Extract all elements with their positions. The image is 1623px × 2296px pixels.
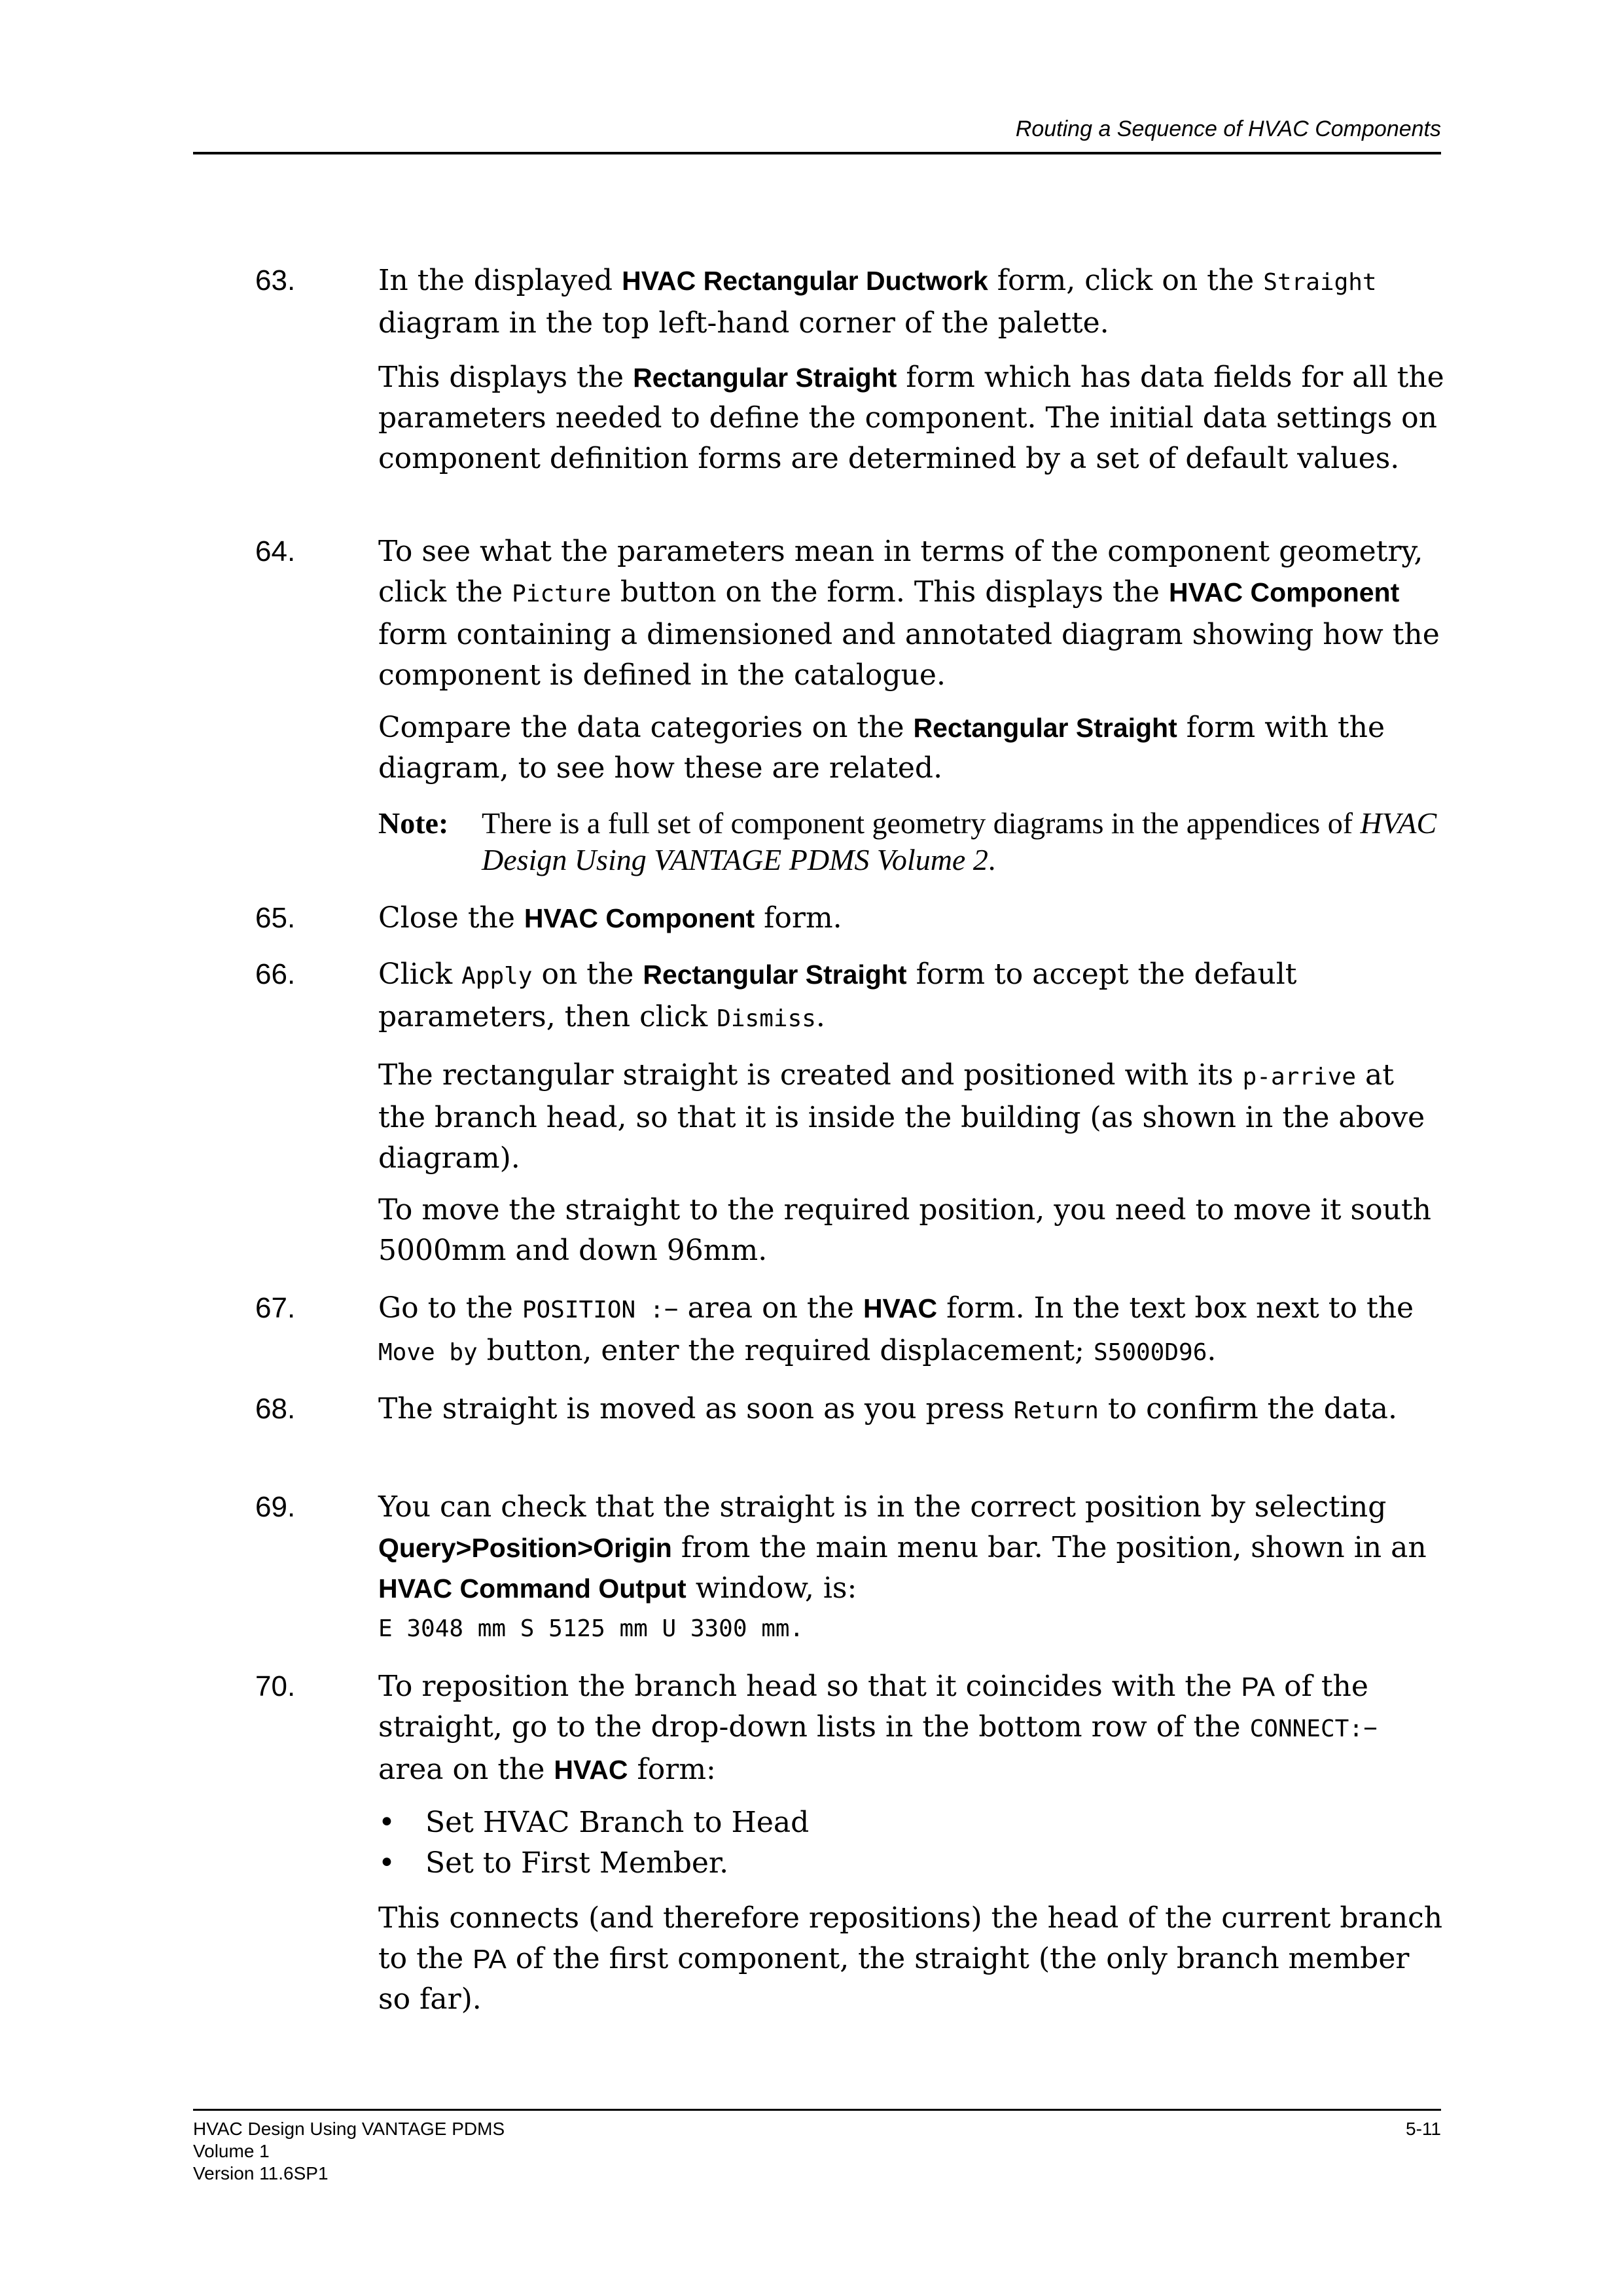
ui-form-name: Rectangular Straight: [913, 713, 1177, 743]
code-term: p-arrive: [1242, 1064, 1356, 1090]
list-item: • Set to First Member.: [378, 1843, 1445, 1884]
pa-label: PA: [1241, 1672, 1275, 1702]
bullet-icon: •: [378, 1846, 395, 1880]
note-text: There is a full set of component geometry diagrams in the appendices of HVAC Design Using VANTAGE PDMS Volume 2.: [482, 806, 1437, 876]
step-text: To reposition the branch head so that it coincides with the PA of the straight, go to the drop-down lists in the bottom row of the CONNECT:– area on the HVAC form:: [378, 1670, 1378, 1786]
step-number: 64.: [255, 535, 296, 567]
step-number: 65.: [255, 902, 296, 934]
step-66-paragraph-2: To move the straight to the required position, you need to move it south 5000mm and down 96mm.: [378, 1193, 1431, 1267]
page-number: 5-11: [1406, 2119, 1441, 2139]
note-label: Note:: [378, 806, 449, 840]
ui-form-name: HVAC: [863, 1293, 938, 1323]
step-text: Click Apply on the Rectangular Straight form to accept the default parameters, then click Dismiss.: [378, 958, 1297, 1033]
bullet-icon: •: [378, 1806, 395, 1839]
position-output: E 3048 mm S 5125 mm U 3300 mm.: [378, 1615, 804, 1642]
step-text: Close the HVAC Component form.: [378, 901, 842, 935]
code-term: Straight: [1263, 269, 1377, 296]
code-term: Dismiss: [717, 1005, 816, 1032]
step-66-paragraph: The rectangular straight is created and positioned with its p-arrive at the branch head, so that it is inside the building (as shown in the above diagram).: [378, 1058, 1425, 1175]
ui-menu-path: Query>Position>Origin: [378, 1533, 672, 1563]
step-number: 67.: [255, 1292, 296, 1324]
code-term: S5000D96: [1093, 1339, 1207, 1366]
step-number: 63.: [255, 264, 296, 296]
step-64-paragraph: Compare the data categories on the Rectangular Straight form with the diagram, to see how these are related.: [378, 711, 1385, 785]
step-number: 69.: [255, 1491, 296, 1523]
ui-form-name: HVAC Command Output: [378, 1573, 687, 1604]
ui-form-name: HVAC: [554, 1755, 628, 1785]
step-text: You can check that the straight is in the correct position by selecting Query>Position>Origin from the main menu bar. The position, shown in an HVAC Command Output window, is:: [378, 1490, 1427, 1605]
footer-volume: Volume 1: [193, 2141, 270, 2161]
step-70-paragraph: This connects (and therefore repositions) the head of the current branch to the PA of the first component, the straight (the only branch member so far).: [378, 1901, 1443, 2016]
code-term: Return: [1013, 1397, 1099, 1424]
code-term: Move by: [378, 1339, 478, 1366]
code-term: CONNECT:: [1249, 1715, 1363, 1742]
book-title: HVAC Design Using VANTAGE PDMS Volume 2: [482, 806, 1437, 876]
pa-label: PA: [473, 1944, 507, 1974]
step-63-paragraph: This displays the Rectangular Straight form which has data fields for all the parameters needed to define the component. The initial data settings on component definition forms are determined by a set of default values.: [378, 361, 1444, 475]
list-item: • Set HVAC Branch to Head: [378, 1803, 1445, 1843]
step-number: 68.: [255, 1393, 296, 1425]
step-text: In the displayed HVAC Rectangular Ductwork form, click on the Straight diagram in the top left-hand corner of the palette.: [378, 264, 1377, 340]
ui-form-name: HVAC Rectangular Ductwork: [622, 266, 988, 296]
footer-rule: [193, 2109, 1441, 2111]
step-text: To see what the parameters mean in terms of the component geometry, click the Picture button on the form. This displays the HVAC Component form containing a dimensioned and annotated diagram showing how the component is defined in the catalogue.: [378, 535, 1440, 692]
bullet-list: [378, 1803, 1445, 1884]
footer: [193, 2118, 505, 2185]
footer-title: HVAC Design Using VANTAGE PDMS: [193, 2119, 505, 2139]
ui-form-name: HVAC Component: [1168, 577, 1400, 607]
ui-form-name: HVAC Component: [524, 903, 755, 933]
step-number: 70.: [255, 1670, 296, 1702]
step-text: The straight is moved as soon as you press Return to confirm the data.: [378, 1392, 1398, 1426]
footer-version: Version 11.6SP1: [193, 2163, 329, 2183]
code-term: Picture: [512, 581, 611, 607]
code-term: Apply: [461, 963, 533, 990]
ui-form-name: Rectangular Straight: [633, 363, 897, 393]
step-text: Go to the POSITION :– area on the HVAC form. In the text box next to the Move by button, enter the required displacement; S5000D96.: [378, 1291, 1414, 1367]
ui-form-name: Rectangular Straight: [643, 960, 907, 990]
running-header: Routing a Sequence of HVAC Components: [1015, 117, 1441, 141]
code-term: POSITION :: [522, 1297, 664, 1323]
step-number: 66.: [255, 958, 296, 990]
document-body: [255, 0, 1443, 2296]
